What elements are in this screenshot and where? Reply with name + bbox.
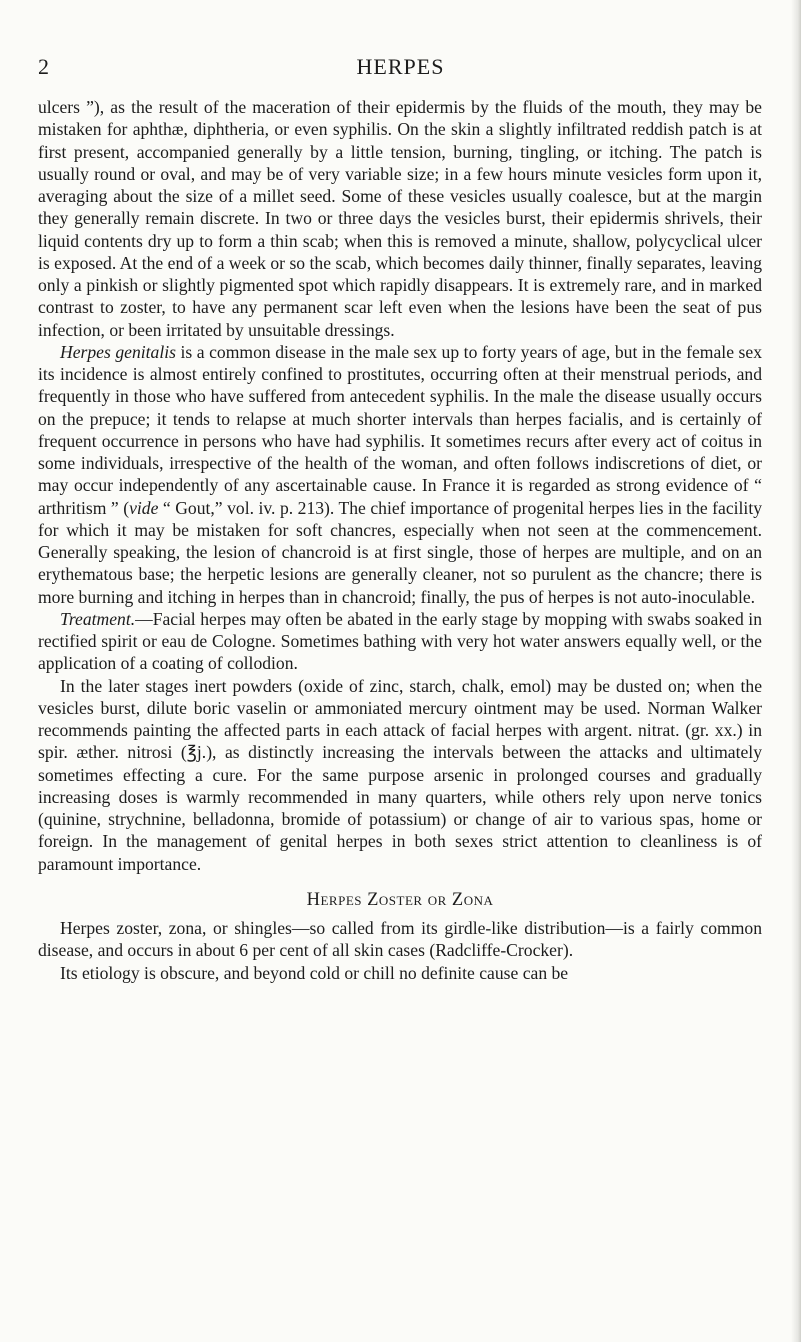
page-header [38,54,763,84]
paragraph-herpes-zoster: Herpes zoster, zona, or shingles—so called from its girdle-like distribution—is a fairly common disease, and occurs in about 6 per cent of all skin cases (Radcliffe-Crocker). [38,918,762,961]
paragraph-later-stages: In the later stages inert powders (oxide of zinc, starch, chalk, emol) may be dusted on; when the vesicles burst, dilute boric vaselin or ammoniated mercury ointment may be used. Norman Walker recommends painting the affected parts in each attack of facial herpes with argent. nitrat. (gr. xx.) in spir. æther. nitrosi (℥j.), as distinctly increasing the intervals between the attacks and ultimately sometimes effecting a cure. For the same purpose arsenic in prolonged courses and gradually increasing doses is warmly recommended in many quarters, while others rely upon nerve tonics (quinine, strychnine, belladonna, bromide of potassium) or change of air to various spas, home or foreign. In the management of genital herpes in both sexes strict attention to cleanliness is of paramount importance. [38,675,762,874]
paragraph-treatment: Treatment.—Facial herpes may often be abated in the early stage by mopping with swabs soaked in rectified spirit or eau de Cologne. Sometimes bathing with very hot water answers equally well, or the application of a coating of collodion. [38,608,762,674]
paragraph-herpes-genitalis: Herpes genitalis is a common disease in the male sex up to forty years of age, but in the female sex its incidence is almost entirely confined to prostitutes, occurring often at their menstrual periods, and frequently in those who have suffered from antecedent syphilis. In the male the disease usually occurs on the prepuce; it tends to relapse at much shorter intervals than herpes facialis, and is certainly of frequent occurrence in persons who have had syphilis. It sometimes recurs after every act of coitus in some individuals, irrespective of the health of the woman, and often follows indiscretions of diet, or may occur independently of any ascertainable cause. In France it is regarded as strong evidence of “ arthritism ” (vide “ Gout,” vol. iv. p. 213). The chief importance of progenital herpes lies in the facility for which it may be mistaken for soft chancres, especially when not seen at the commencement. Generally speaking, the lesion of chancroid is at first single, those of herpes are multiple, and on an erythematous base; the herpetic lesions are generally cleaner, not so purulent as the chancre; there is more burning and itching in herpes than in chancroid; finally, the pus of herpes is not auto-inoculable. [38,341,763,607]
herpes-genitalis-term: Herpes genitalis [60,341,176,362]
treatment-term: Treatment. [60,608,136,629]
section-heading-herpes-zoster: Herpes Zoster or Zona [306,889,494,910]
page-edge-shadow [791,0,801,1342]
paragraph-etiology: Its etiology is obscure, and beyond cold or chill no definite cause can be [60,962,569,983]
body-text [38,96,762,984]
running-head: HERPES [356,54,445,79]
page-number: 2 [38,54,49,79]
paragraph-ulcers: ulcers ”), as the result of the maceration of their epidermis by the fluids of the mouth, they may be mistaken for aphthæ, diphtheria, or even syphilis. On the skin a slightly infiltrated reddish patch is at first present, accompanied generally by a little tension, burning, tingling, or itching. The patch is usually round or oval, and may be of very variable size; in a few hours minute vesicles form upon it, averaging about the size of a millet seed. Some of these vesicles usually coalesce, but at the margin they generally remain discrete. In two or three days the vesicles burst, their epidermis shrivels, their liquid contents dry up to form a thin scab; when this is removed a minute, shallow, polycyclical ulcer is exposed. At the end of a week or so the scab, which becomes daily thinner, finally separates, leaving only a pinkish or slightly pigmented spot which rapidly disappears. It is extremely rare, and in marked contrast to zoster, to have any permanent scar left even when the lesions have been the seat of pus infection, or been irritated by unsuitable dressings. [38,97,762,340]
